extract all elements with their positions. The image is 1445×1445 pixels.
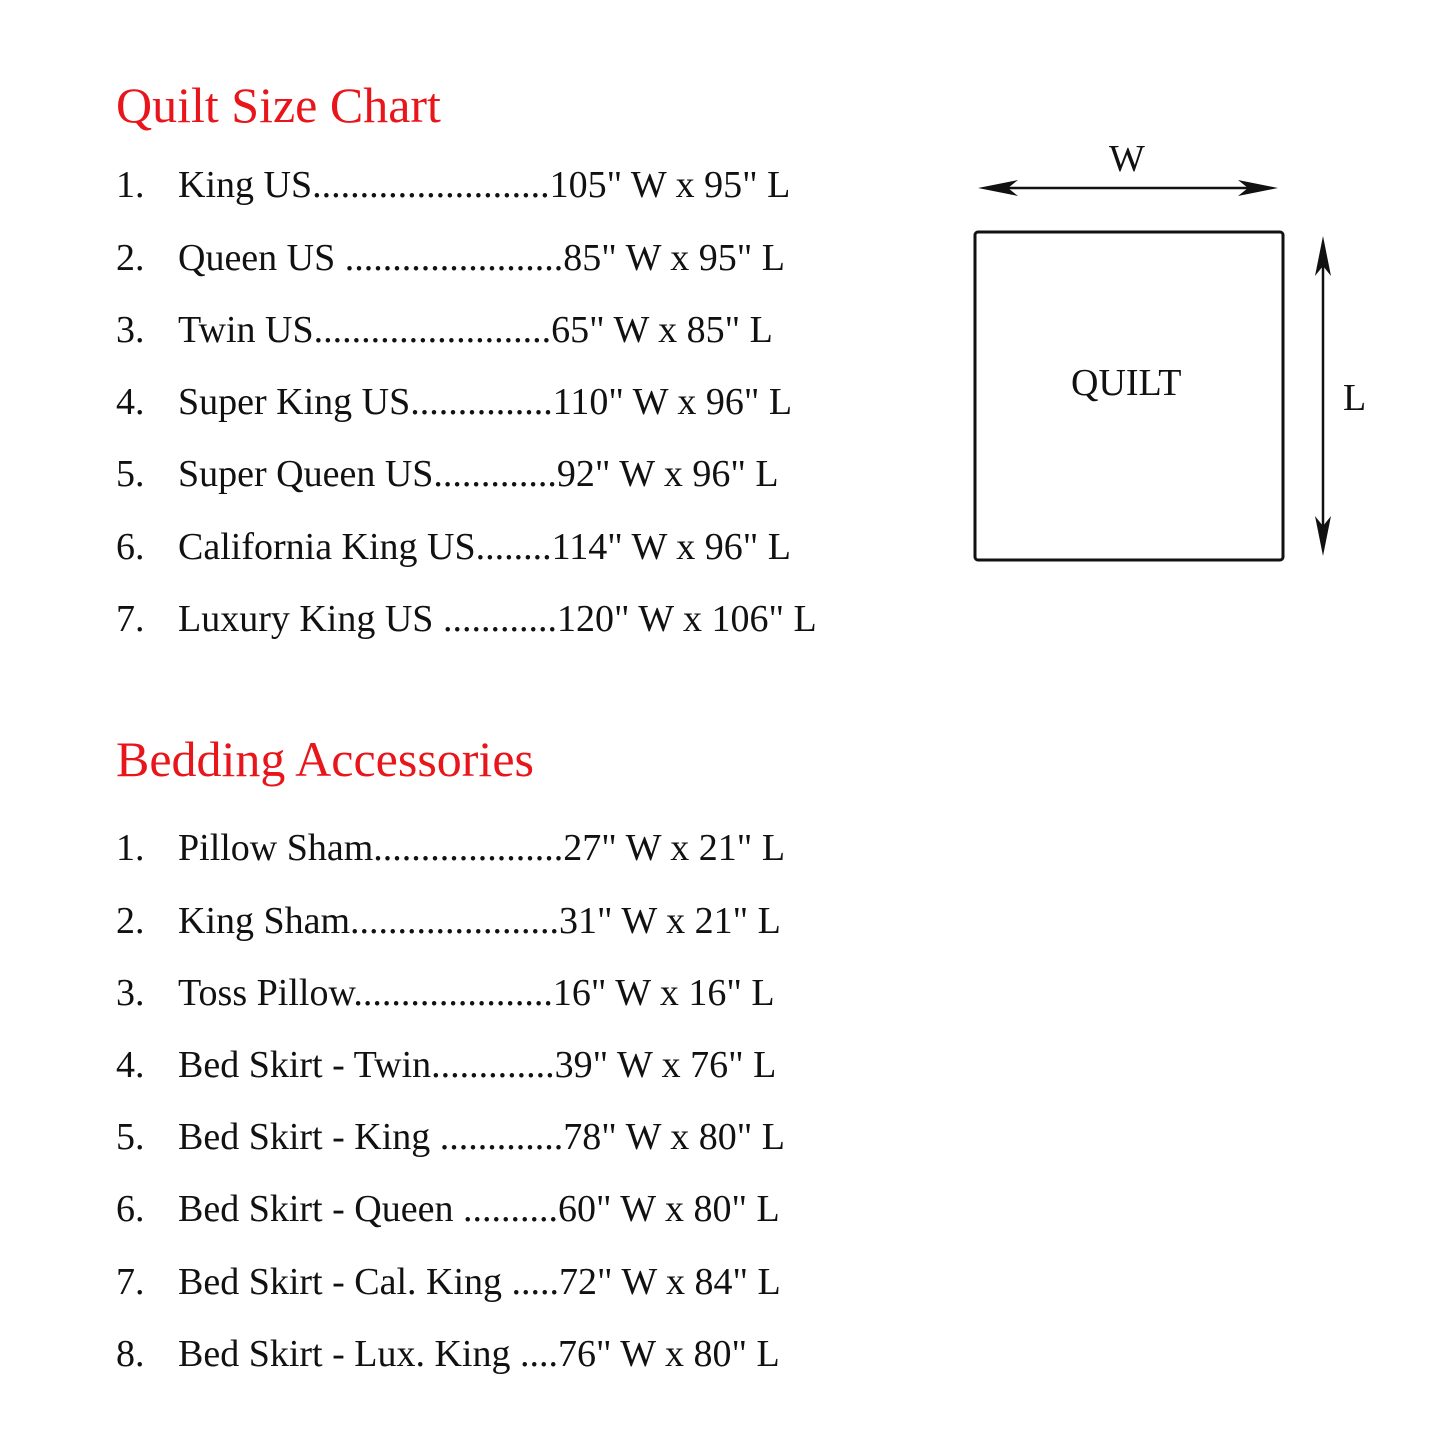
width-label: W <box>1109 138 1145 180</box>
item-size-text: Super Queen US.............92" W x 96" L <box>178 453 779 495</box>
item-size-text: Bed Skirt - Twin.............39" W x 76" L <box>178 1044 777 1086</box>
item-number: 4. <box>116 1044 145 1086</box>
item-number: 7. <box>116 598 145 640</box>
item-size-text: Pillow Sham....................27" W x 21" L <box>178 827 786 869</box>
width-arrow <box>978 180 1278 196</box>
item-number: 7. <box>116 1261 145 1303</box>
item-number: 3. <box>116 309 145 351</box>
item-size-text: Bed Skirt - Cal. King .....72" W x 84" L <box>178 1261 781 1303</box>
item-size-text: Bed Skirt - King .............78" W x 80" L <box>178 1116 785 1158</box>
item-size-text: King Sham......................31" W x 21" L <box>178 900 781 942</box>
item-size-text: Bed Skirt - Lux. King ....76" W x 80" L <box>178 1333 780 1375</box>
item-number: 3. <box>116 972 145 1014</box>
item-number: 6. <box>116 1188 145 1230</box>
item-number: 4. <box>116 381 145 423</box>
length-label: L <box>1343 377 1367 419</box>
item-size-text: Toss Pillow.....................16" W x 16" L <box>178 972 775 1014</box>
item-size-text: Twin US.........................65" W x 85" L <box>178 309 773 351</box>
item-size-text: Super King US...............110" W x 96" L <box>178 381 793 423</box>
item-number: 8. <box>116 1333 145 1375</box>
item-number: 1. <box>116 827 145 869</box>
quilt-size-chart-title: Quilt Size Chart <box>116 77 441 133</box>
item-size-text: King US.........................105" W x 95" L <box>178 164 791 206</box>
item-size-text: California King US........114" W x 96" L <box>178 526 791 568</box>
quilt-label: QUILT <box>1071 362 1182 404</box>
item-size-text: Queen US .......................85" W x 95" L <box>178 237 785 279</box>
item-size-text: Bed Skirt - Queen ..........60" W x 80" L <box>178 1188 780 1230</box>
item-number: 2. <box>116 237 145 279</box>
item-number: 5. <box>116 453 145 495</box>
bedding-accessories-title: Bedding Accessories <box>116 731 534 787</box>
item-number: 1. <box>116 164 145 206</box>
length-arrow <box>1315 236 1331 556</box>
item-number: 6. <box>116 526 145 568</box>
item-size-text: Luxury King US ............120" W x 106" L <box>178 598 817 640</box>
item-number: 5. <box>116 1116 145 1158</box>
item-number: 2. <box>116 900 145 942</box>
